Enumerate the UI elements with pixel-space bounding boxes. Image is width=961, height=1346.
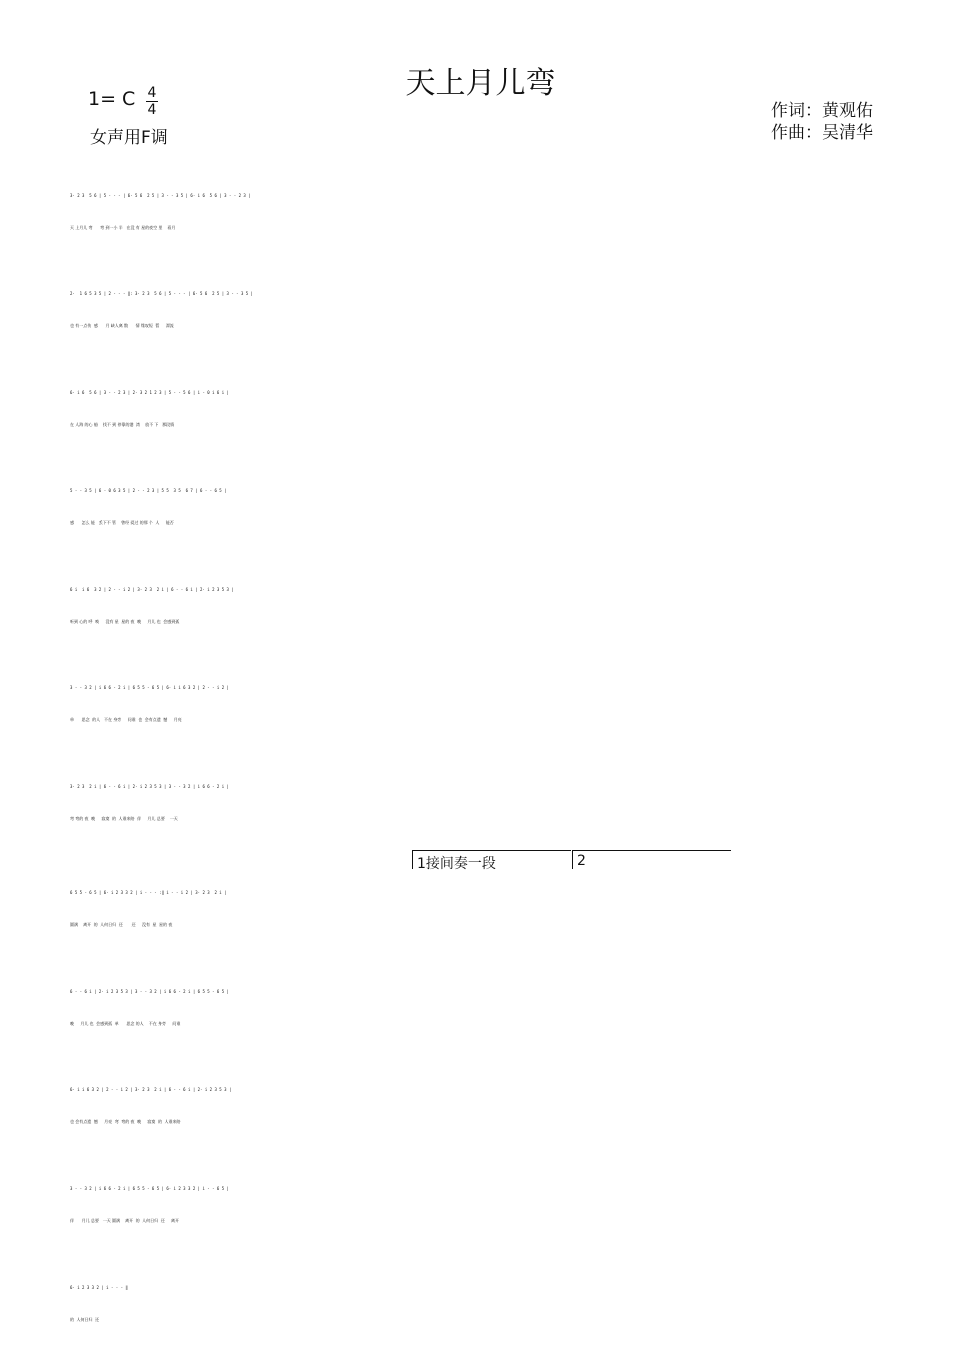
notation-line: 6 i i 6 3 2 | 2 - - i 2 | 3· 2 3 2 i | 6 - - 6 i | 2· i 2 3 5 3 | <box>70 587 234 592</box>
lyrics-line: 听到 心的 呼 唤 没有 星 星的 夜 晚 月儿 也 会感到孤 <box>70 619 180 624</box>
second-ending-bracket: 2 <box>572 850 731 869</box>
time-sig-bottom: 4 <box>147 102 157 118</box>
lyrics-line: 天 上月儿 弯 弯 到一小 半 在没 有 星的夜空 里 看月 <box>70 225 176 230</box>
notation-line: 6· i 2 3 3 2 | i - - - ‖ <box>70 1285 128 1290</box>
song-title: 天上月儿弯 <box>405 66 556 101</box>
notation-line: 3 - - 3 2 | i 6 6 - 2 i | 6 5 5 - 6 5 | 6· i 2 3 3 2 | i - - 6 5 | <box>70 1186 229 1191</box>
time-signature <box>146 86 158 117</box>
notation-line: 6 - - 6 i | 2· i 2 3 5 3 | 3 - - 3 2 | i 6 6 - 2 i | 6 5 5 - 6 5 | <box>70 989 229 994</box>
composer: 作曲：吴清华 <box>771 123 873 143</box>
notation-line: 6 5 5 - 6 5 | 6· i 2 3 3 2 | i - - - :‖ i - - i 2 | 3· 2 3 2 i | <box>70 890 227 895</box>
notation-line: 5 - - 3 5 | 6 - 0 6 3 5 | 2 - - 2 3 | 5 5 3 5 6 7 | 6 - - 6 5 | <box>70 488 227 493</box>
notation-line: 3· 2 3 5 6 | 5 - - - | 6· 5 6 2 5 | 3 - - 3 5 | 6· i 6 5 6 | 3 - - 2 3 | <box>70 193 251 198</box>
notation-line: 3· 2 3 2 i | 6 - - 6 i | 2· i 2 3 5 3 | 3 - - 3 2 | i 6 6 - 2 i | <box>70 784 229 789</box>
time-sig-top: 4 <box>147 85 157 101</box>
lyrics-line: 晚 月儿 也 会感到孤 单 思念 的人 不在 身旁 问谁 <box>70 1021 181 1026</box>
performance-note: 女声用F调 <box>90 128 168 148</box>
first-ending-bracket: 1接间奏一段 <box>412 850 571 869</box>
lyrics-line: 也 有一点伤 感 月 缺人离 散 情 缘叹短 暂 漂流 <box>70 323 174 328</box>
key-signature: 1= C <box>88 88 136 110</box>
notation-line: 3 - - 3 2 | i 6 6 - 2 i | 6 5 5 - 6 5 | 6· i i 6 3 2 | 2 - - i 2 | <box>70 685 229 690</box>
lyrics-line: 的 人何日归 还 <box>70 1317 100 1322</box>
lyrics-line: 也 会有点遗 憾 月亮 弯 弯的 夜 晚 寂寞 的 人谁来陪 <box>70 1119 181 1124</box>
credits <box>771 100 873 144</box>
lyrics-line: 单 思念 的人 不在 身旁 问谁 也 会有点遗 憾 月亮 <box>70 717 182 722</box>
lyrics-line: 感 怎么 能 丢下不 管 曾经 爱过 的那 个 人 能否 <box>70 520 174 525</box>
notation-line: 2· 1 6 5 3 5 | 2 - - - ‖: 3· 2 3 5 6 | 5 - - - | 6· 5 6 2 5 | 3 - - 3 5 | <box>70 291 254 296</box>
lyrics-line: 弯 弯的 夜 晚 寂寞 的 人谁来陪 伴 月儿 总要 一天 <box>70 816 178 821</box>
lyricist: 作词：黄观佑 <box>771 101 873 121</box>
notation-line: 6· i 6 5 6 | 3 - - 2 3 | 2· 3 2 1 2 3 | 5 - - 5 6 | i - 0 i 6 i | <box>70 390 229 395</box>
notation-line: 6· i i 6 3 2 | 2 - - i 2 | 3· 2 3 2 i | 6 - - 6 i | 2· i 2 3 5 3 | <box>70 1087 232 1092</box>
lyrics-line: 在 人海 的心 船 找不 到 停靠的港 湾 放不 下 那段情 <box>70 422 175 427</box>
lyrics-line: 伴 月儿 总要 一天 圆满 离开 的 人何日归 还 离开 <box>70 1218 180 1223</box>
lyrics-line: 圆满 离开 的 人何日归 还 还 没有 星 星的 夜 <box>70 922 173 927</box>
